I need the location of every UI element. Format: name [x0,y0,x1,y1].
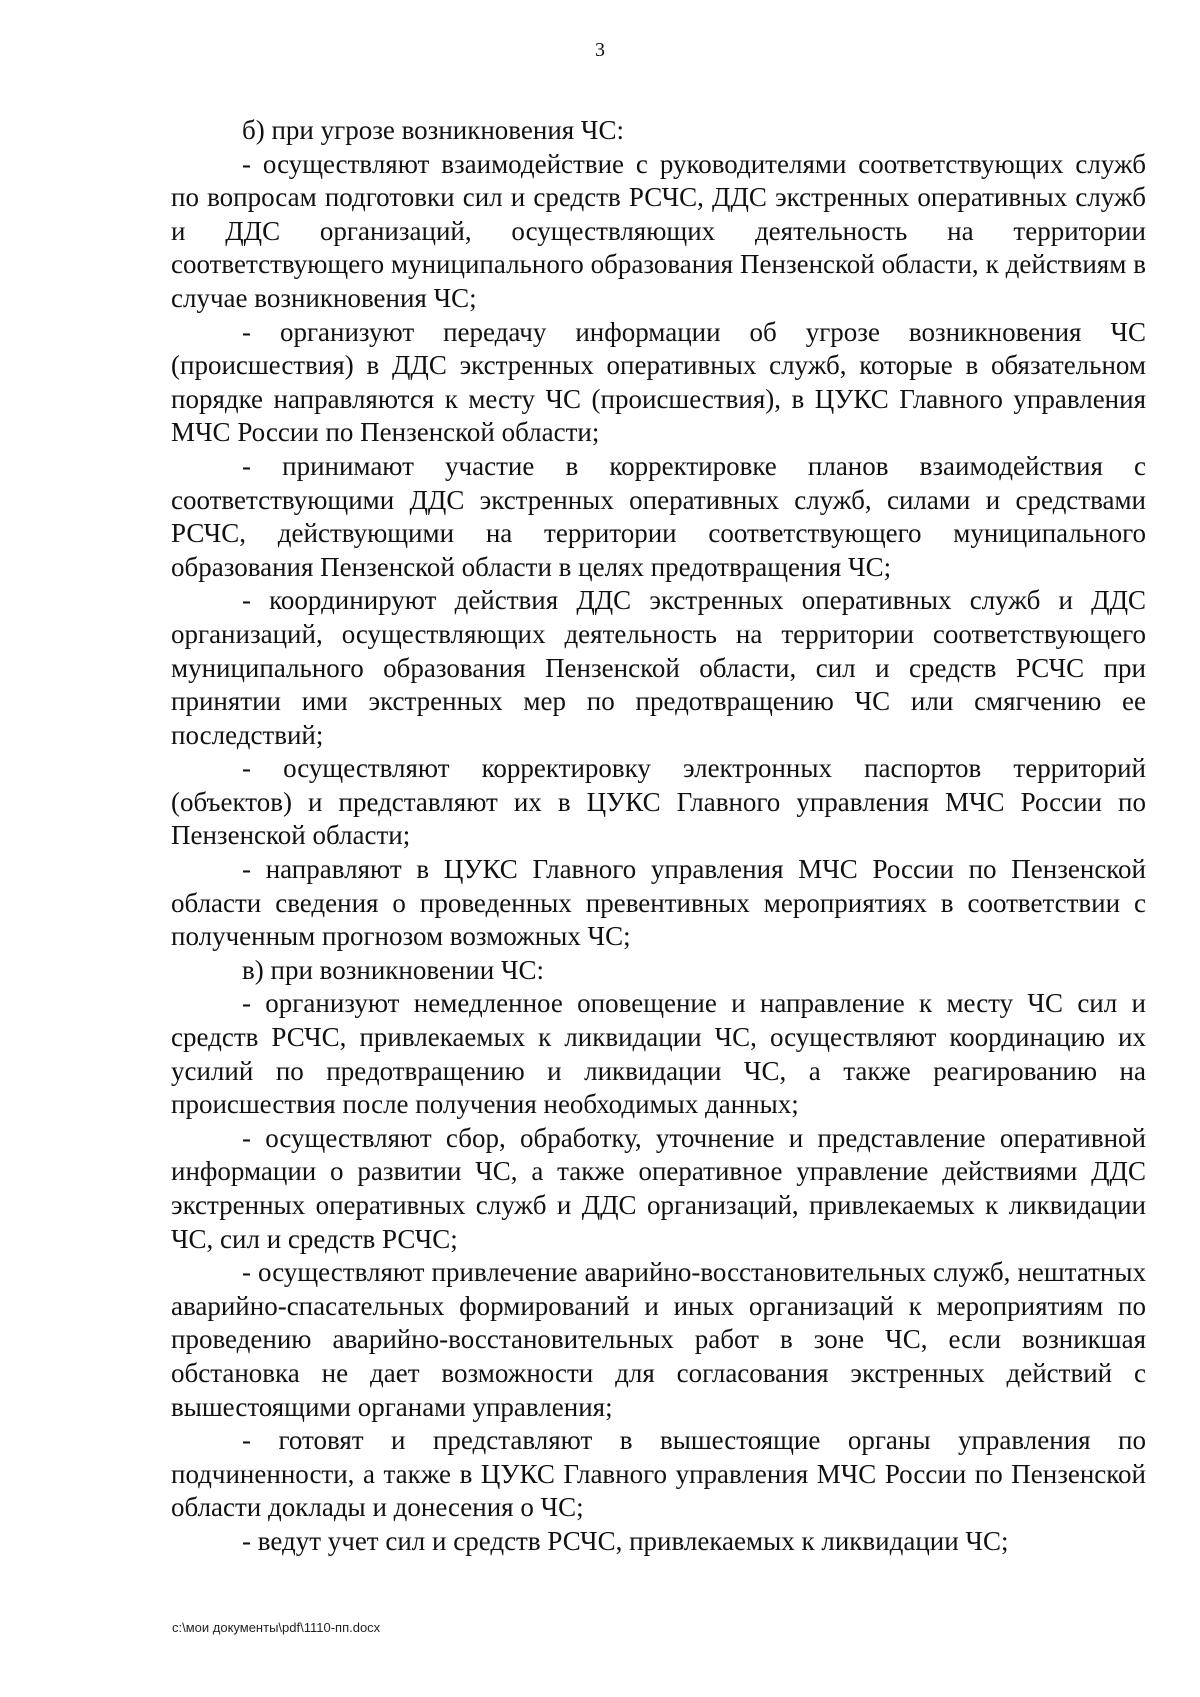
paragraph: - принимают участие в корректировке планов взаимодействия с соответствующими ДДС экстренных оперативных служб, силами и средствами РСЧС, действующими на территории соответствующего муниципального образования Пензенской области в целях предотвращения ЧС; [171,450,1146,582]
paragraph: - готовят и представляют в вышестоящие органы управления по подчиненности, а также в ЦУКС Главного управления МЧС России по Пензенской области доклады и донесения о ЧС; [171,1425,1146,1523]
paragraph: - организуют передачу информации об угрозе возникновения ЧС (происшествия) в ДДС экстренных оперативных служб, которые в обязательном порядке направляются к месту ЧС (происшествия), в ЦУКС Главного управления МЧС России по Пензенской области; [171,316,1146,448]
paragraph: - организуют немедленное оповещение и направление к месту ЧС сил и средств РСЧС, привлекаемых к ликвидации ЧС, осуществляют координацию их усилий по предотвращению и ликвидации ЧС, а также реагированию на происшествия после получения необходимых данных; [171,988,1146,1120]
paragraph: - ведут учет сил и средств РСЧС, привлекаемых к ликвидации ЧС; [242,1525,1009,1556]
paragraph: - осуществляют корректировку электронных паспортов территорий (объектов) и представляют их в ЦУКС Главного управления МЧС России по Пензенской области; [171,753,1146,851]
document-body [171,114,1146,1559]
paragraph: - осуществляют взаимодействие с руководителями соответствующих служб по вопросам подготовки сил и средств РСЧС, ДДС экстренных оперативных служб и ДДС организаций, осуществляющих деятельность на территории соответствующего муниципального образования Пензенской области, к действиям в случае возникновения ЧС; [171,148,1146,313]
footer-file-path: c:\мои документы\pdf\1110-пп.docx [172,1620,381,1635]
paragraph: - осуществляют сбор, обработку, уточнение и представление оперативной информации о развитии ЧС, а также оперативное управление действиями ДДС экстренных оперативных служб и ДДС организаций, привлекаемых к ликвидации ЧС, сил и средств РСЧС; [171,1122,1146,1254]
paragraph: - осуществляют привлечение аварийно-восстановительных служб, нештатных аварийно-спасательных формирований и иных организаций к мероприятиям по проведению аварийно-восстановительных работ в зоне ЧС, если возникшая обстановка не дает возможности для согласования экстренных действий с вышестоящими органами управления; [171,1257,1146,1422]
paragraph-heading-b: б) при угрозе возникновения ЧС: [242,115,624,145]
paragraph: - координируют действия ДДС экстренных оперативных служб и ДДС организаций, осуществляющих деятельность на территории соответствующего муниципального образования Пензенской области, сил и средств РСЧС при принятии ими экстренных мер по предотвращению ЧС или смягчению ее последствий; [171,585,1146,750]
paragraph: - направляют в ЦУКС Главного управления МЧС России по Пензенской области сведения о проведенных превентивных мероприятиях в соответствии с полученным прогнозом возможных ЧС; [171,854,1146,952]
page-number: 3 [595,39,605,61]
paragraph-heading-v: в) при возникновении ЧС: [242,954,545,985]
